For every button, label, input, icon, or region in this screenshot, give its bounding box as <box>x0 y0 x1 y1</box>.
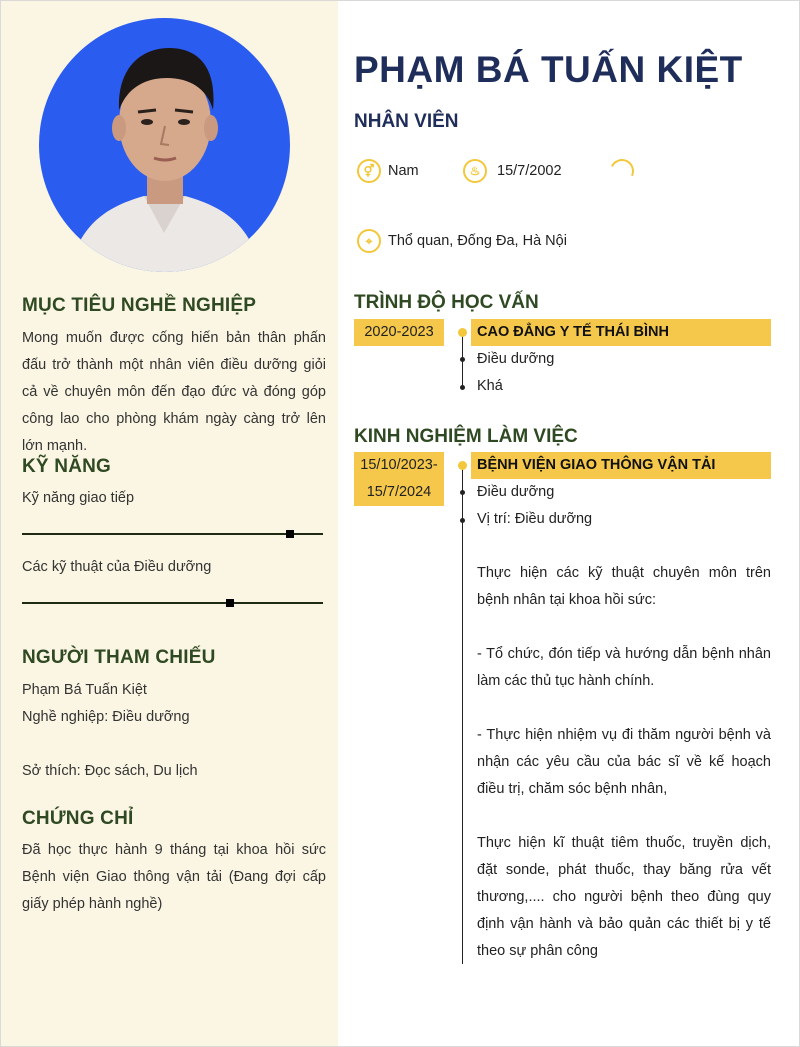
education-grade: Khá <box>477 378 503 394</box>
skill-label: Các kỹ thuật của Điều dưỡng <box>22 559 212 575</box>
experience-description <box>477 560 771 992</box>
skill-level-bar <box>22 533 323 535</box>
description-paragraph: - Tổ chức, đón tiếp và hướng dẫn bệnh nhân làm các thủ tục hành chính. <box>477 646 771 689</box>
skill-level-marker <box>226 599 234 607</box>
objective-title: MỤC TIÊU NGHỀ NGHIỆP <box>22 295 257 316</box>
birthday-cake-icon: ♨ <box>463 159 487 183</box>
experience-timeline <box>462 466 463 964</box>
experience-position: Vị trí: Điều dưỡng <box>477 511 593 527</box>
skill-label: Kỹ năng giao tiếp <box>22 490 135 506</box>
education-major: Điều dưỡng <box>477 351 555 367</box>
experience-title: KINH NGHIỆM LÀM VIỆC <box>354 426 578 447</box>
hobbies: Sở thích: Đọc sách, Du lịch <box>22 763 198 779</box>
timeline-dot <box>458 328 467 337</box>
education-school: CAO ĐẲNG Y TẾ THÁI BÌNH <box>477 324 670 340</box>
skill-level-bar <box>22 602 323 604</box>
gender-icon: ⚥ <box>357 159 381 183</box>
description-paragraph: - Thực hiện nhiệm vụ đi thăm người bệnh và nhận các yêu cầu của bác sĩ về kế hoạch điều trị, chăm sóc bệnh nhân, <box>477 727 771 797</box>
references-title: NGƯỜI THAM CHIẾU <box>22 647 216 668</box>
objective-text: Mong muốn được cống hiến bản thân phấn đấu trở thành một nhân viên điều dưỡng giỏi cả về chuyên môn đến đạo đức và đóng góp công lao cho phòng khám ngày càng trở lên lớn mạnh. <box>22 330 326 454</box>
education-title: TRÌNH ĐỘ HỌC VẤN <box>354 292 539 313</box>
timeline-bullet <box>460 490 465 495</box>
reference-name: Phạm Bá Tuấn Kiệt <box>22 682 147 698</box>
timeline-bullet <box>460 518 465 523</box>
portrait-image <box>39 18 290 272</box>
certificates-text: Đã học thực hành 9 tháng tại khoa hồi sức Bệnh viện Giao thông vận tải (Đang đợi cấp giấy phép hành nghề) <box>22 842 326 912</box>
description-paragraph: Thực hiện các kỹ thuật chuyên môn trên bệnh nhân tại khoa hồi sức: <box>477 565 771 608</box>
experience-field: Điều dưỡng <box>477 484 555 500</box>
address-value: Thổ quan, Đống Đa, Hà Nội <box>388 233 567 249</box>
full-name: PHẠM BÁ TUẤN KIỆT <box>354 49 743 90</box>
skills-title: KỸ NĂNG <box>22 456 112 477</box>
experience-period <box>354 452 444 506</box>
gender-value: Nam <box>388 163 419 179</box>
certificates-title: CHỨNG CHỈ <box>22 808 134 829</box>
skill-level-marker <box>286 530 294 538</box>
job-role: NHÂN VIÊN <box>354 111 459 132</box>
sidebar <box>1 1 338 1046</box>
experience-company: BỆNH VIỆN GIAO THÔNG VẬN TẢI <box>477 457 716 473</box>
timeline-bullet <box>460 385 465 390</box>
birthday-value: 15/7/2002 <box>497 163 562 179</box>
avatar <box>39 18 290 272</box>
phone-icon <box>607 156 638 187</box>
location-icon: ⌖ <box>357 229 381 253</box>
education-period: 2020-2023 <box>354 319 444 346</box>
experience-period-end: 15/7/2024 <box>366 484 432 500</box>
description-paragraph: Thực hiện kĩ thuật tiêm thuốc, truyền dịch, đặt sonde, phát thuốc, thay băng rửa vết thương,.... cho người bệnh theo đùng quy định vận hành và bảo quản các thiết bị y tế theo sự phân công <box>477 835 771 959</box>
timeline-dot <box>458 461 467 470</box>
reference-job: Nghề nghiệp: Điều dưỡng <box>22 709 190 725</box>
timeline-bullet <box>460 357 465 362</box>
experience-period-start: 15/10/2023- <box>360 457 438 473</box>
